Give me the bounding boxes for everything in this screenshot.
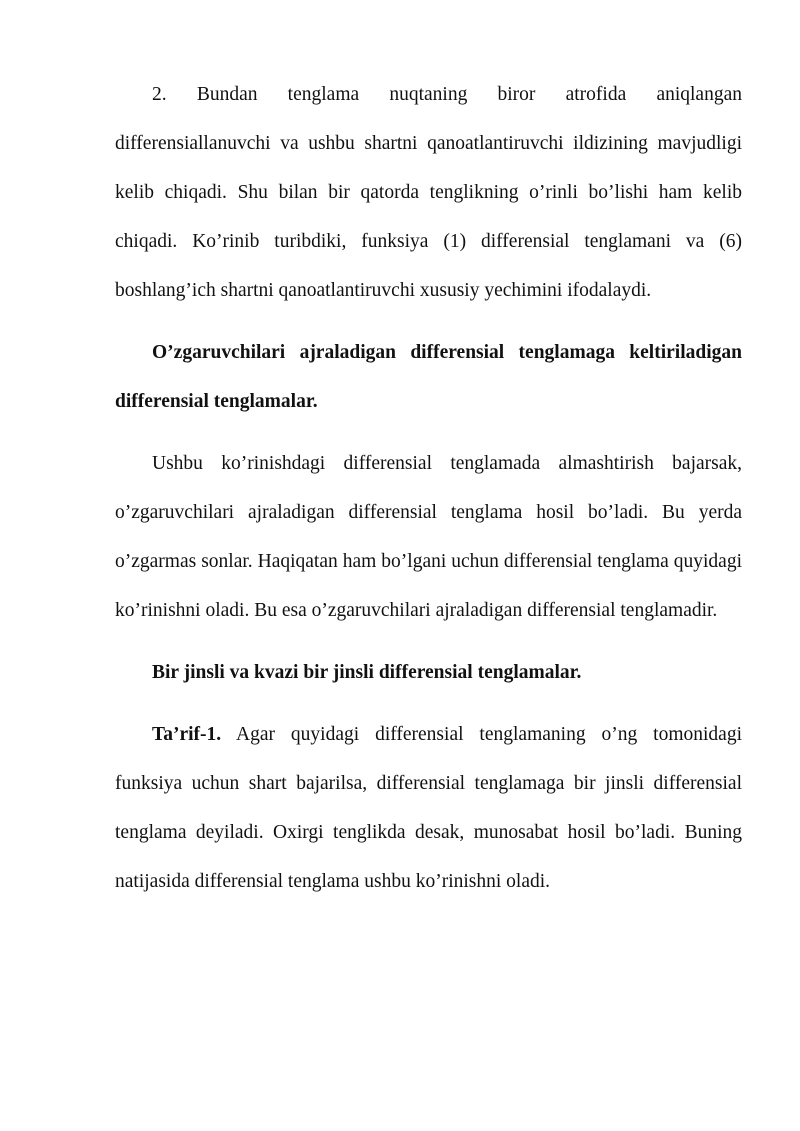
- document-page: [115, 70, 742, 906]
- paragraph-3: [115, 710, 742, 906]
- definition-label: Ta’rif-1.: [152, 724, 222, 745]
- definition-text: Agar quyidagi differensial tenglamaning o’ng tomonidagi funksiya uchun shart bajarilsa, differensial tenglamaga bir jinsli differensial tenglama deyiladi. Oxirgi tenglikda desak, munosabat hosil bo’ladi. Buning natijasida differensial tenglama ushbu ko’rinishni oladi.: [115, 724, 742, 892]
- paragraph-1: 2. Bundan tenglama nuqtaning biror atrofida aniqlangan differensiallanuvchi va ushbu shartni qanoatlantiruvchi ildizining mavjudligi kelib chiqadi. Shu bilan bir qatorda tenglikning o’rinli bo’lishi ham kelib chiqadi. Ko’rinib turibdiki, funksiya (1) differensial tenglamani va (6) boshlang’ich shartni qanoatlantiruvchi xususiy yechimini ifodalaydi.: [115, 84, 742, 301]
- section-heading-separable: O’zgaruvchilari ajraladigan differensial tenglamaga keltiriladigan differensial tenglamalar.: [115, 342, 742, 412]
- paragraph-2: Ushbu ko’rinishdagi differensial tenglamada almashtirish bajarsak, o’zgaruvchilari ajraladigan differensial tenglama hosil bo’ladi. Bu yerda o’zgarmas sonlar. Haqiqatan ham bo’lgani uchun differensial tenglama quyidagi ko’rinishni oladi. Bu esa o’zgaruvchilari ajraladigan differensial tenglamadir.: [115, 453, 742, 621]
- section-heading-homogeneous: Bir jinsli va kvazi bir jinsli differensial tenglamalar.: [152, 662, 582, 683]
